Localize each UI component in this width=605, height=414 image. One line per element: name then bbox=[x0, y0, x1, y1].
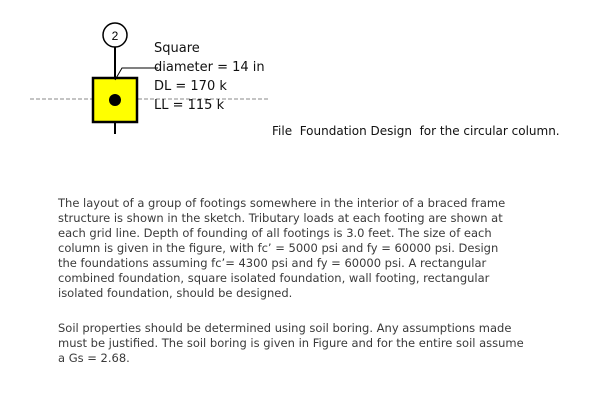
paragraph-line: a Gs = 2.68. bbox=[58, 351, 130, 365]
caption: File Foundation Design for the circular column. bbox=[272, 124, 560, 138]
label-dead-load: DL = 170 k bbox=[154, 79, 227, 94]
paragraph-line: structure is shown in the sketch. Tributary loads at each footing are shown at bbox=[58, 211, 503, 225]
grid-number: 2 bbox=[111, 29, 119, 43]
label-diameter: diameter = 14 in bbox=[154, 60, 265, 75]
paragraph-line: the foundations assuming fc’= 4300 psi and fy = 60000 psi. A rectangular bbox=[58, 256, 487, 270]
paragraph-line: each grid line. Depth of founding of all footings is 3.0 feet. The size of each bbox=[58, 226, 492, 240]
soil-paragraph bbox=[58, 321, 524, 366]
column-label bbox=[154, 39, 265, 115]
paragraph-line: combined foundation, square isolated foundation, wall footing, rectangular bbox=[58, 271, 490, 285]
circular-column bbox=[109, 94, 121, 106]
paragraph-line: Soil properties should be determined using soil boring. Any assumptions made bbox=[58, 321, 512, 335]
paragraph-line: The layout of a group of footings somewhere in the interior of a braced frame bbox=[58, 196, 506, 210]
paragraph-line: must be justified. The soil boring is given in Figure and for the entire soil assume bbox=[58, 336, 524, 350]
paragraph-line: column is given in the figure, with fc’ = 5000 psi and fy = 60000 psi. Design bbox=[58, 241, 499, 255]
problem-paragraph bbox=[58, 196, 508, 301]
paragraph-line: isolated foundation, should be designed. bbox=[58, 286, 293, 300]
label-shape: Square bbox=[154, 41, 200, 56]
label-live-load: LL = 115 k bbox=[154, 98, 225, 113]
